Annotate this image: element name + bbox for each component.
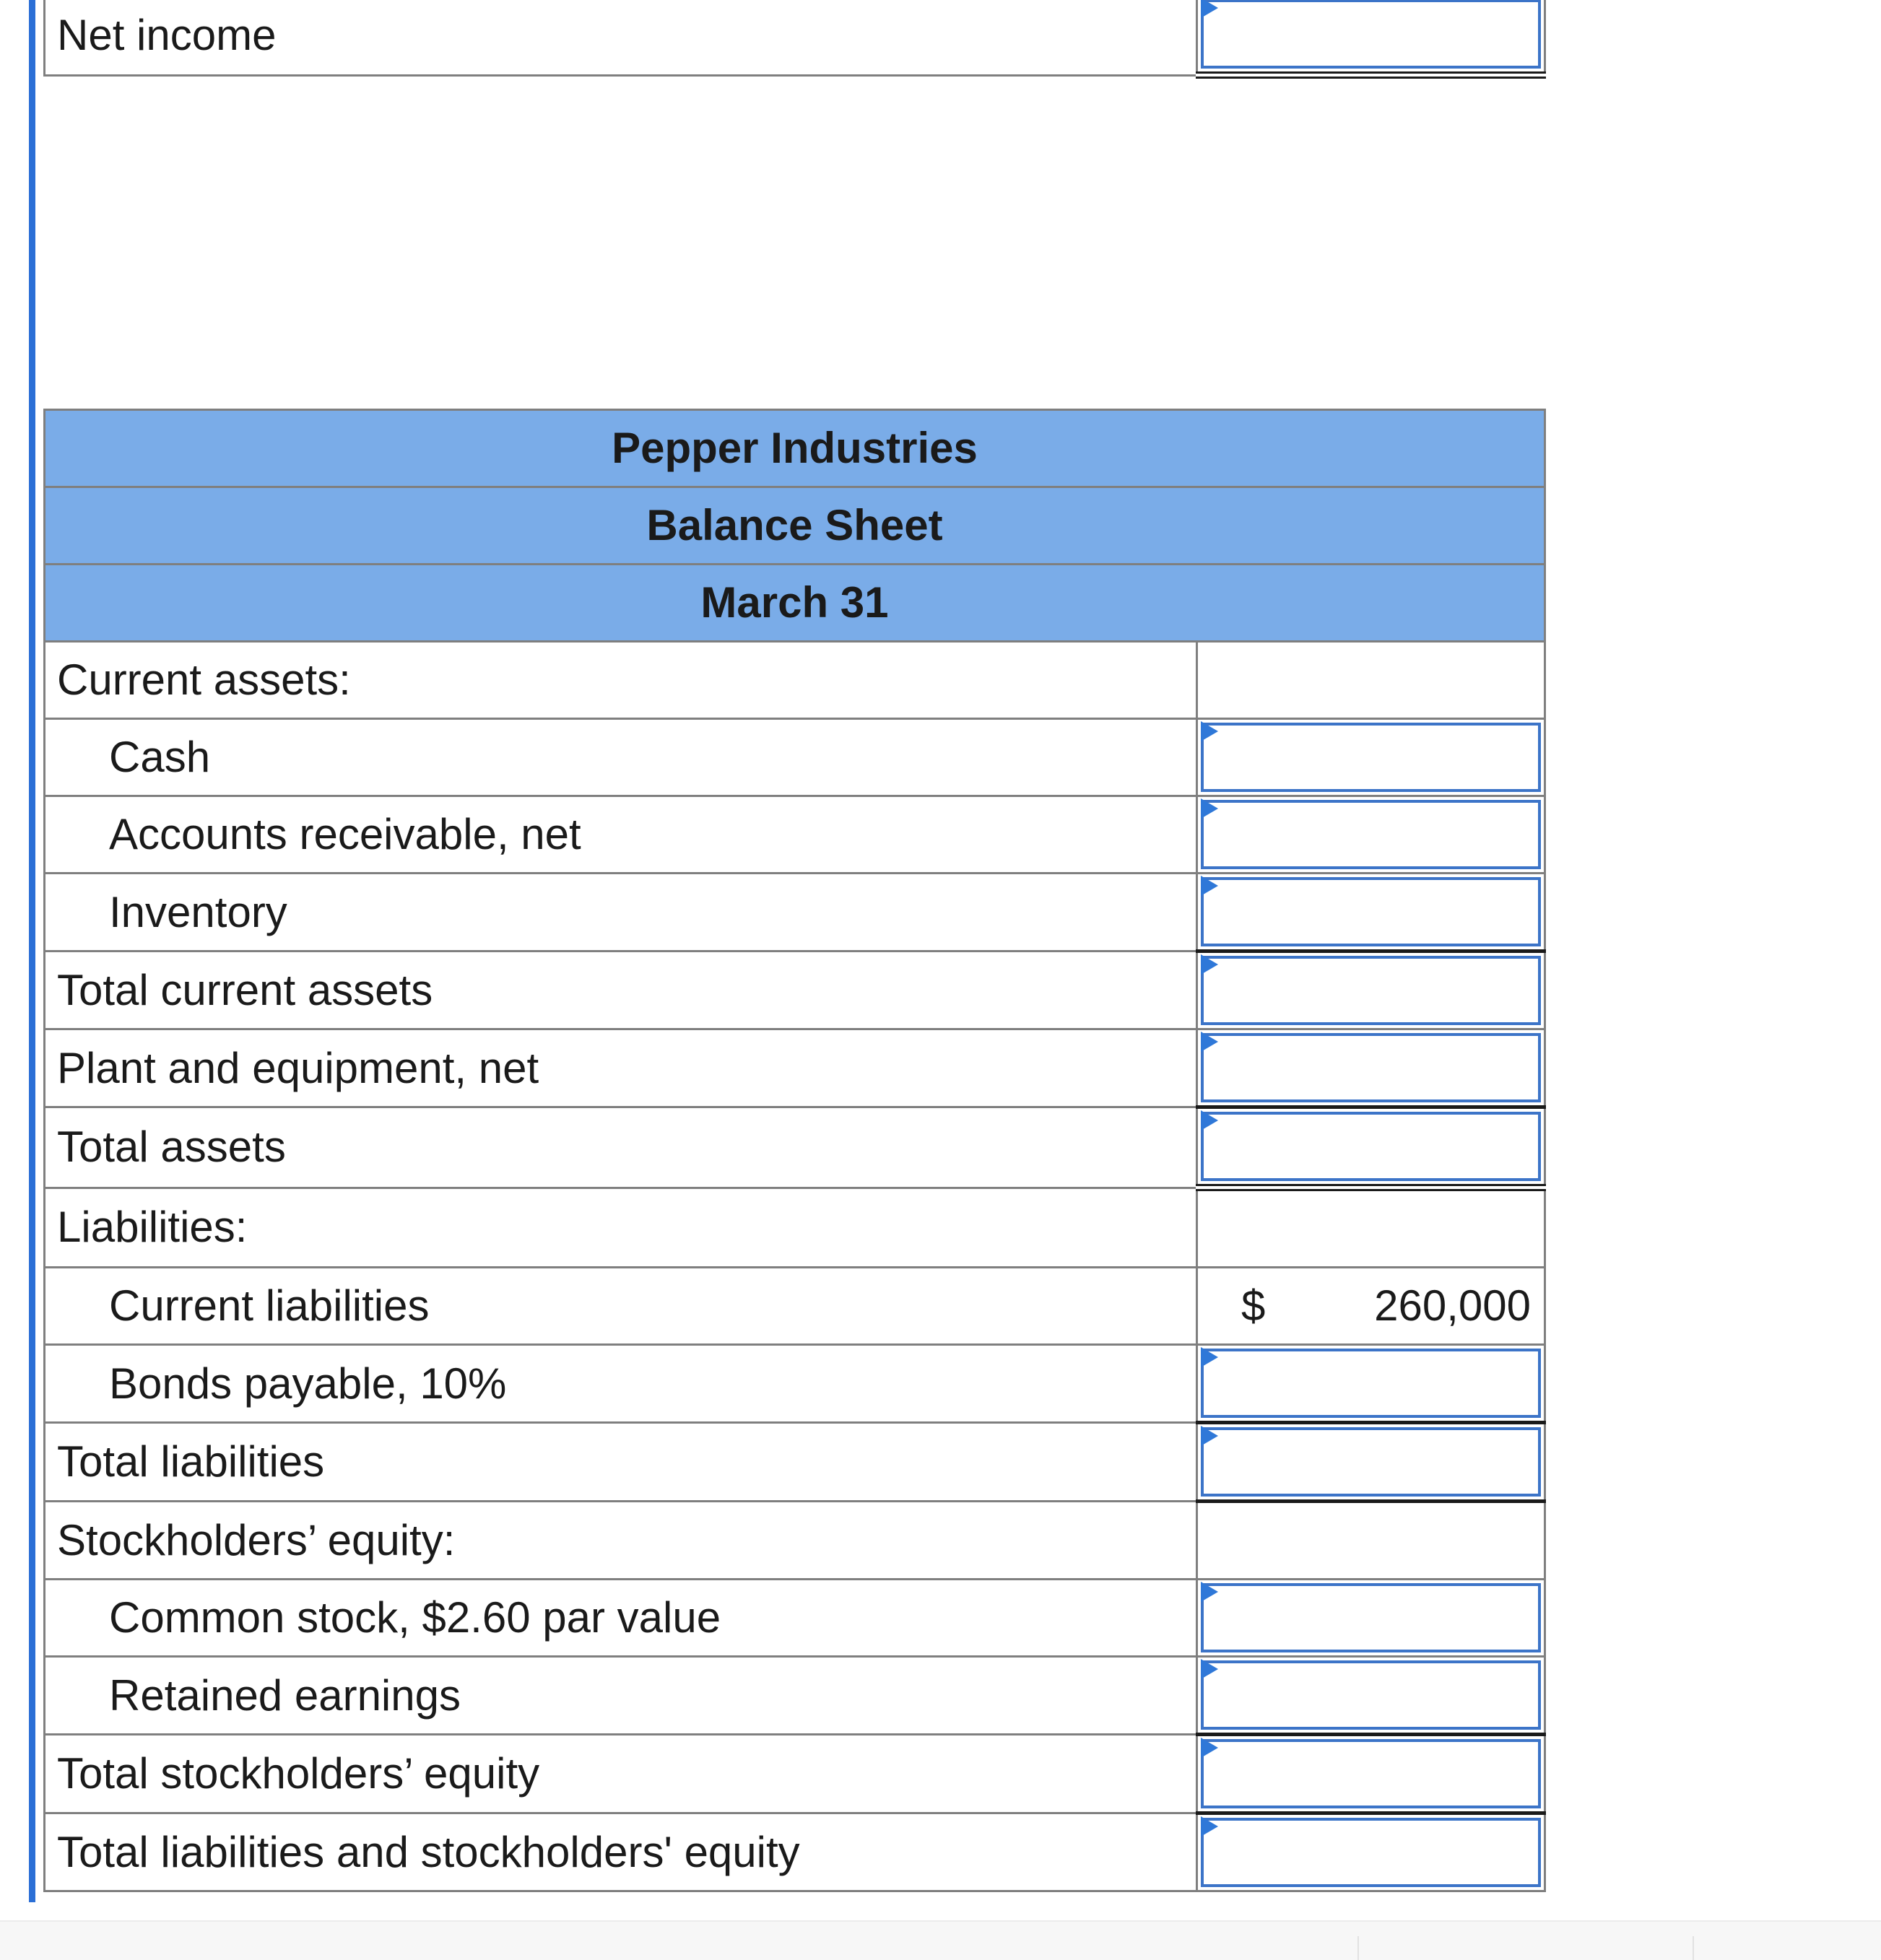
total-equity-input[interactable]	[1201, 1739, 1541, 1808]
total-liabilities-equity-input[interactable]	[1201, 1818, 1541, 1887]
current-assets-heading-row	[45, 642, 1545, 719]
input-marker-icon	[1201, 954, 1218, 975]
input-marker-icon	[1201, 798, 1218, 819]
total-equity-label: Total stockholders’ equity	[45, 1735, 1197, 1813]
input-marker-icon	[1201, 721, 1218, 741]
retained-earnings-input[interactable]	[1201, 1660, 1541, 1730]
total-equity-cell	[1197, 1735, 1545, 1813]
company-name: Pepper Industries	[45, 410, 1545, 487]
common-stock-row	[45, 1580, 1545, 1657]
currency-symbol: $	[1241, 1281, 1266, 1330]
input-marker-icon	[1201, 1032, 1218, 1052]
net-income-cell	[1197, 0, 1545, 75]
total-liabilities-row	[45, 1423, 1545, 1502]
empty-amount-cell	[1197, 642, 1545, 719]
total-assets-row	[45, 1107, 1545, 1188]
current-liabilities-row	[45, 1268, 1545, 1345]
common-stock-label: Common stock, $2.60 par value	[45, 1580, 1197, 1657]
liabilities-heading-row	[45, 1188, 1545, 1268]
income-statement-tail-table	[43, 0, 1546, 79]
accounts-receivable-row	[45, 796, 1545, 874]
input-marker-icon	[1201, 1816, 1218, 1837]
total-assets-cell	[1197, 1107, 1545, 1188]
current-assets-heading: Current assets:	[45, 642, 1197, 719]
plant-equipment-row	[45, 1029, 1545, 1107]
input-marker-icon	[1201, 1347, 1218, 1367]
bonds-payable-row	[45, 1345, 1545, 1423]
liabilities-heading: Liabilities:	[45, 1188, 1197, 1268]
net-income-input[interactable]	[1201, 0, 1541, 69]
cash-row	[45, 719, 1545, 796]
input-marker-icon	[1201, 1738, 1218, 1758]
net-income-label: Net income	[45, 0, 1197, 75]
retained-earnings-label: Retained earnings	[45, 1657, 1197, 1735]
empty-amount-cell	[1197, 1502, 1545, 1580]
total-current-assets-input[interactable]	[1201, 956, 1541, 1025]
header-statement-row	[45, 487, 1545, 565]
net-income-row	[45, 0, 1545, 75]
bonds-payable-input[interactable]	[1201, 1349, 1541, 1418]
bonds-payable-label: Bonds payable, 10%	[45, 1345, 1197, 1423]
cash-cell	[1197, 719, 1545, 796]
current-liabilities-label: Current liabilities	[45, 1268, 1197, 1345]
plant-equipment-cell	[1197, 1029, 1545, 1107]
plant-equipment-label: Plant and equipment, net	[45, 1029, 1197, 1107]
total-current-assets-row	[45, 951, 1545, 1029]
statement-title: Balance Sheet	[45, 487, 1545, 565]
input-marker-icon	[1201, 876, 1218, 896]
inventory-input[interactable]	[1201, 877, 1541, 946]
footer-divider	[1357, 1936, 1359, 1960]
equity-heading-row	[45, 1502, 1545, 1580]
retained-earnings-row	[45, 1657, 1545, 1735]
input-marker-icon	[1201, 1659, 1218, 1679]
accounts-receivable-label: Accounts receivable, net	[45, 796, 1197, 874]
footer-divider	[1693, 1936, 1694, 1960]
total-liabilities-equity-row	[45, 1813, 1545, 1891]
cash-label: Cash	[45, 719, 1197, 796]
balance-sheet-table	[43, 409, 1546, 1892]
bonds-payable-cell	[1197, 1345, 1545, 1423]
input-marker-icon	[1201, 1582, 1218, 1602]
inventory-row	[45, 874, 1545, 951]
total-liabilities-equity-label: Total liabilities and stockholders' equity	[45, 1813, 1197, 1891]
input-marker-icon	[1201, 1110, 1218, 1131]
plant-equipment-input[interactable]	[1201, 1033, 1541, 1102]
total-liabilities-cell	[1197, 1423, 1545, 1502]
current-liabilities-value	[1198, 1268, 1544, 1343]
left-accent-bar	[29, 0, 35, 1902]
total-equity-row	[45, 1735, 1545, 1813]
header-company-row	[45, 410, 1545, 487]
total-liabilities-label: Total liabilities	[45, 1423, 1197, 1502]
common-stock-cell	[1197, 1580, 1545, 1657]
total-current-assets-cell	[1197, 951, 1545, 1029]
equity-heading: Stockholders’ equity:	[45, 1502, 1197, 1580]
input-marker-icon	[1201, 1426, 1218, 1446]
current-liabilities-amount: 260,000	[1374, 1281, 1531, 1330]
cash-input[interactable]	[1201, 723, 1541, 792]
page-footer-band	[0, 1920, 1881, 1960]
header-date-row	[45, 565, 1545, 642]
total-assets-label: Total assets	[45, 1107, 1197, 1188]
current-liabilities-cell	[1197, 1268, 1545, 1345]
statement-date: March 31	[45, 565, 1545, 642]
total-liabilities-equity-cell	[1197, 1813, 1545, 1891]
common-stock-input[interactable]	[1201, 1583, 1541, 1652]
accounts-receivable-cell	[1197, 796, 1545, 874]
input-marker-icon	[1201, 0, 1218, 18]
inventory-label: Inventory	[45, 874, 1197, 951]
total-current-assets-label: Total current assets	[45, 951, 1197, 1029]
empty-amount-cell	[1197, 1188, 1545, 1268]
retained-earnings-cell	[1197, 1657, 1545, 1735]
total-liabilities-input[interactable]	[1201, 1427, 1541, 1497]
inventory-cell	[1197, 874, 1545, 951]
total-assets-input[interactable]	[1201, 1112, 1541, 1181]
accounts-receivable-input[interactable]	[1201, 800, 1541, 869]
